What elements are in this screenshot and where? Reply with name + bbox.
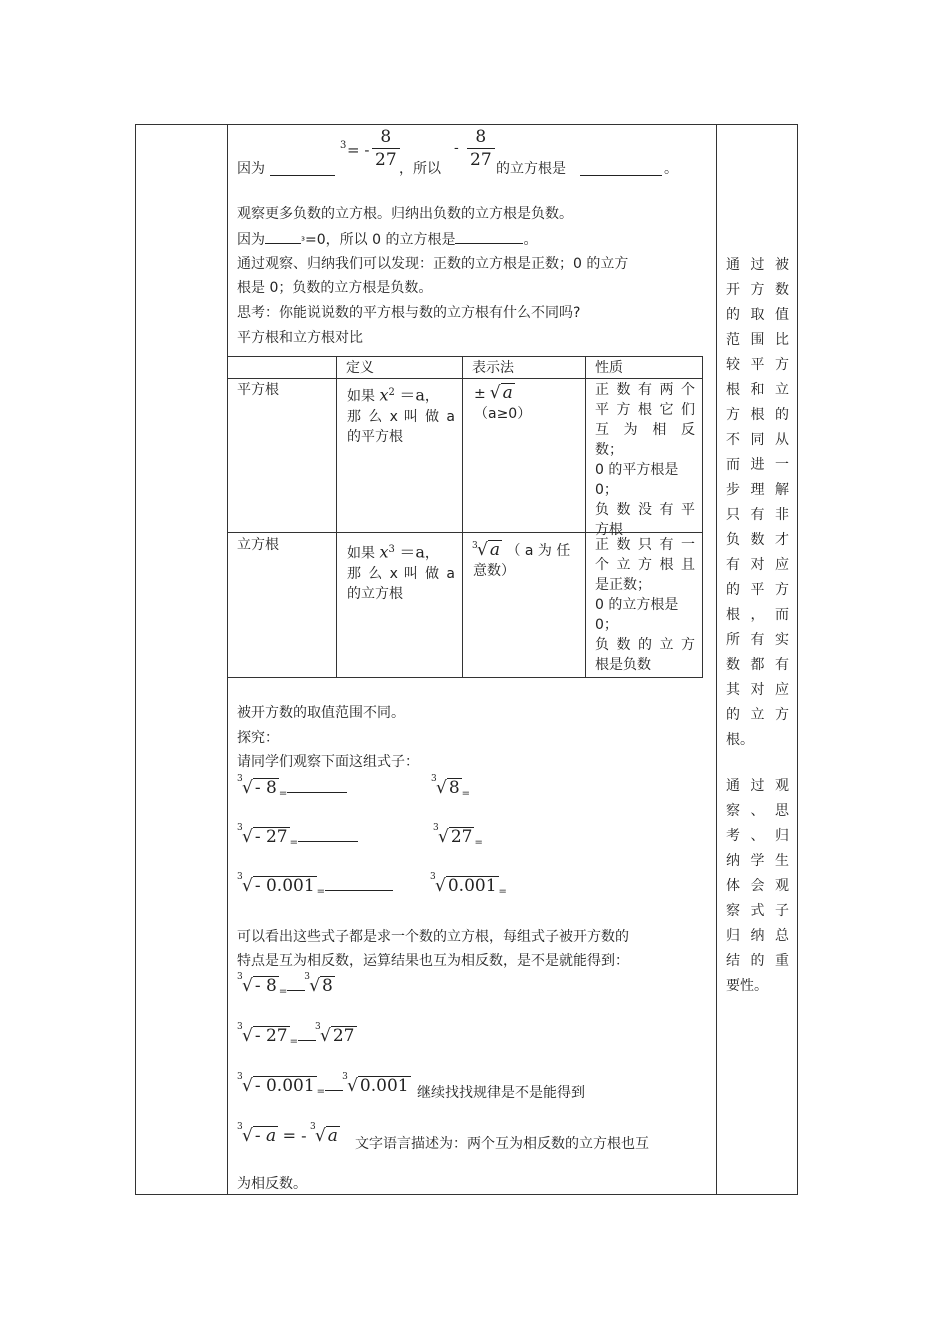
header-definition: 定义 — [346, 360, 374, 376]
zero-because: 因为 — [237, 232, 265, 248]
answer-blank-1[interactable] — [270, 161, 335, 176]
cube-root-definition: 如果 $x^3 =a$， 那 么 x 叫 做 a 的立方根 — [347, 542, 455, 602]
square-root-definition: 如果 $x^2 =a$， 那 么 x 叫 做 a 的平方根 — [347, 385, 455, 445]
expr-cbrt-neg8: 3 √ - 8 $_=$ — [238, 778, 347, 799]
observe-negative-text: 观察更多负数的立方根。归纳出负数的立方根是负数。 — [237, 206, 573, 222]
header-properties: 性质 — [595, 360, 623, 376]
zero-line — [237, 229, 537, 252]
cube-root-of-text: 的立方根是 — [496, 161, 566, 177]
eq-negative: = - — [347, 141, 370, 159]
outer-right-border — [797, 124, 798, 1195]
identity-0001: 3 √ - 0.001 $_=$ 3 √ 0.001 — [237, 1072, 409, 1097]
row-square-root-name: 平方根 — [237, 382, 279, 398]
answer-blank-id2[interactable] — [298, 1030, 316, 1041]
think-question: 思考：你能说说数的平方根与数的立方根有什么不同吗? — [237, 305, 581, 321]
compare-title: 平方根和立方根对比 — [237, 330, 363, 346]
identity-8: 3 √ - 8 $_=$ 3 √ 8 — [237, 972, 333, 997]
answer-blank-id3[interactable] — [325, 1080, 343, 1091]
comma-so: ，所以 — [399, 161, 441, 177]
answer-blank-4[interactable] — [455, 229, 523, 244]
general-identity: 3 √ - a = - 3 √ a — [237, 1122, 338, 1146]
summary-line-1: 通过观察、归纳我们可以发现：正数的立方根是正数；0 的立方 — [237, 256, 629, 272]
continue-text: 继续找找规律是不是能得到 — [417, 1085, 585, 1101]
range-diff-text: 被开方数的取值范围不同。 — [237, 705, 405, 721]
outer-left-border — [135, 124, 136, 1195]
minus-sign: - — [454, 140, 459, 156]
words-line-2: 为相反数。 — [237, 1176, 307, 1192]
answer-blank-id1[interactable] — [287, 980, 305, 991]
cube-exponent: 3 — [340, 140, 347, 151]
answer-blank-r3[interactable] — [325, 876, 393, 891]
period: 。 — [664, 161, 678, 177]
because-label: 因为 — [237, 161, 265, 177]
expr-cbrt-neg27: 3 √ - 27 $_=$ — [238, 827, 358, 848]
observe-group-text: 请同学们观察下面这组式子： — [237, 754, 419, 770]
conclusion-line-1: 可以看出这些式子都是求一个数的立方根，每组式子被开方数的 — [237, 929, 629, 945]
answer-blank-r2[interactable] — [298, 827, 358, 842]
outer-top-border — [135, 124, 798, 125]
fraction-8-27: $\frac{8}{27}$ — [372, 126, 400, 171]
side-note-range-comparison: 通 过 被 开 方 数 的 取 值 范 围 比 较 平 方 根 和 立 方 根 的 不 同 从 而 进 一 步 理 解 只 有 非 负 数 才 有 对 应 的 平 方 根 ， 而 所 有 实 数 都 有 其 对 应 的 立 方 根。 — [726, 257, 789, 748]
square-root-properties: 正 数 有 两 个 平 方 根 它 们 互 为 相 反 数； 0 的平方根是 0； 负 数 没 有 平 方根 — [595, 382, 695, 538]
col-divider-2 — [716, 124, 717, 1195]
answer-blank-3[interactable] — [265, 229, 301, 244]
expr-cbrt-neg0001: 3 √ - 0.001 $_=$ — [238, 876, 393, 897]
zero-mid: =0，所以 0 的立方根是 — [305, 232, 456, 248]
col-divider-1 — [227, 124, 228, 1195]
explore-label: 探究： — [237, 730, 279, 746]
header-notation: 表示法 — [472, 360, 514, 376]
intro-line — [237, 128, 707, 178]
cube-root-properties: 正 数 只 有 一 个 立 方 根 且 是正数； 0 的立方根是 0； 负 数 的 立 方 根是负数 — [595, 537, 695, 673]
cube-exponent-2: ³ — [301, 236, 306, 247]
side-note-observation: 通 过 观 察 、 思 考 、 归 纳 学 生 体 会 观 察 式 子 归 纳 总 结 的 重 要性。 — [726, 778, 789, 994]
cube-root-notation: 3 √ a （ a 为 任 意数） — [472, 540, 571, 579]
fraction-8-27-b: $\frac{8}{27}$ — [467, 126, 495, 171]
conclusion-line-2: 特点是互为相反数，运算结果也互为相反数，是不是就能得到： — [237, 953, 629, 969]
answer-blank-r1[interactable] — [287, 778, 347, 793]
outer-bottom-border — [135, 1194, 798, 1195]
words-line-1: 文字语言描述为：两个互为相反数的立方根也互 — [355, 1136, 649, 1152]
expr-cbrt-27: 3 √ 27 $_=$ — [433, 823, 483, 848]
identity-27: 3 √ - 27 $_=$ 3 √ 27 — [237, 1022, 355, 1047]
expr-cbrt-8: 3 √ 8 $_=$ — [431, 774, 471, 799]
summary-line-2: 根是 0；负数的立方根是负数。 — [237, 280, 433, 296]
answer-blank-2[interactable] — [580, 161, 662, 176]
row-cube-root-name: 立方根 — [237, 537, 279, 553]
zero-end: 。 — [523, 232, 538, 248]
expr-cbrt-0001: 3 √ 0.001 $_=$ — [430, 872, 507, 897]
square-root-notation: ± √ a （a≥0） — [474, 383, 532, 422]
